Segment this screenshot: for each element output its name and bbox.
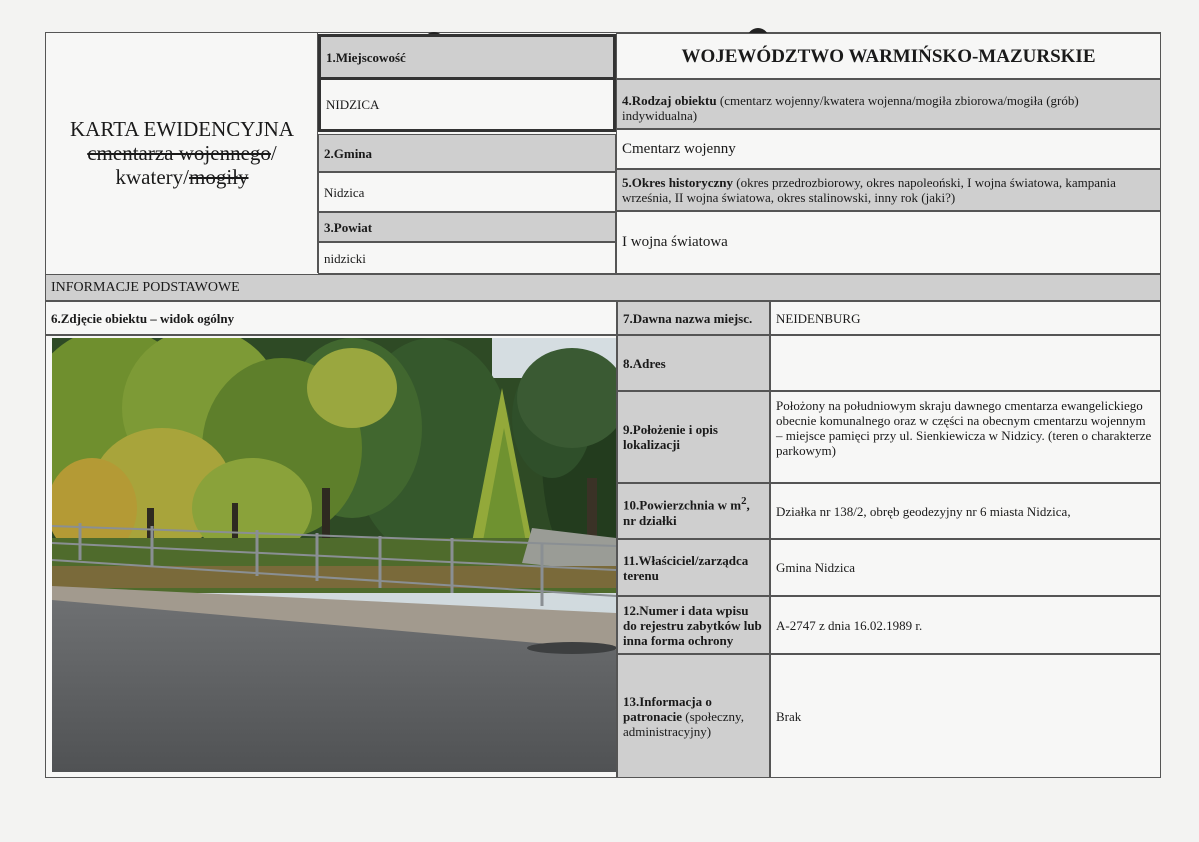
okres-options: (okres przedrozbiorowy, okres napoleoński, I wojna światowa, kampania września, II wojna światowa, okres stalinowski, inny rok (jaki?) bbox=[622, 175, 1116, 205]
dawna-nazwa-label: 7.Dawna nazwa miejsc. bbox=[617, 301, 770, 335]
cemetery-photo-image bbox=[52, 338, 616, 772]
powierzchnia-label-b: , nr działki bbox=[623, 497, 750, 528]
wlasciciel-label: 11.Właściciel/zarządca terenu bbox=[617, 539, 770, 596]
powierzchnia-value: Działka nr 138/2, obręb geodezyjny nr 6 miasta Nidzica, bbox=[770, 483, 1161, 539]
title-slash: / bbox=[270, 141, 277, 165]
title-struck-grave: mogiły bbox=[188, 165, 249, 189]
miejscowosc-label: 1.Miejscowość bbox=[318, 34, 616, 80]
powierzchnia-label-a: 10.Powierzchnia w m bbox=[623, 497, 742, 513]
polozenie-label: 9.Położenie i opis lokalizacji bbox=[617, 391, 770, 483]
rodzaj-label-cell bbox=[616, 79, 1161, 129]
rejestr-value: A-2747 z dnia 16.02.1989 r. bbox=[770, 596, 1161, 654]
gmina-value: Nidzica bbox=[318, 172, 616, 212]
photo-label: 6.Zdjęcie obiektu – widok ogólny bbox=[45, 301, 617, 335]
voivodeship-heading: WOJEWÓDZTWO WARMIŃSKO-MAZURSKIE bbox=[616, 33, 1161, 79]
wlasciciel-value: Gmina Nidzica bbox=[770, 539, 1161, 596]
dawna-nazwa-value: NEIDENBURG bbox=[770, 301, 1161, 335]
title-line-3 bbox=[116, 165, 249, 189]
patronat-label-text bbox=[623, 694, 764, 739]
patronat-label bbox=[617, 654, 770, 778]
gmina-label: 2.Gmina bbox=[318, 134, 616, 172]
cemetery-photo bbox=[52, 338, 616, 772]
rodzaj-label: 4.Rodzaj obiektu bbox=[622, 93, 717, 108]
powiat-label: 3.Powiat bbox=[318, 212, 616, 242]
okres-label: 5.Okres historyczny bbox=[622, 175, 733, 190]
rodzaj-options: (cmentarz wojenny/kwatera wojenna/mogiła zbiorowa/mogiła (grób) indywidualna) bbox=[622, 93, 1079, 123]
powierzchnia-label bbox=[617, 483, 770, 539]
patronat-label-bold: 13.Informacja o patronacie bbox=[623, 693, 712, 724]
card-title bbox=[46, 33, 318, 273]
rejestr-label: 12.Numer i data wpisu do rejestru zabytków lub inna forma ochrony bbox=[617, 596, 770, 654]
powiat-value: nidzicki bbox=[318, 242, 616, 274]
powierzchnia-label-sup: 2 bbox=[741, 495, 747, 508]
patronat-label-rest: (społeczny, administracyjny) bbox=[623, 708, 744, 739]
okres-value: I wojna światowa bbox=[616, 211, 1161, 274]
polozenie-value: Położony na południowym skraju dawnego cmentarza ewangelickiego obecnie komunalnego oraz w części na obecnym cmentarzu wojennym – miejsce pamięci przy ul. Sienkiewicza w Nidzicy. (teren o charakterze parkowym) bbox=[770, 391, 1161, 483]
adres-label: 8.Adres bbox=[617, 335, 770, 391]
rodzaj-value: Cmentarz wojenny bbox=[616, 129, 1161, 169]
miejscowosc-value: NIDZICA bbox=[318, 80, 616, 132]
powierzchnia-label-text bbox=[623, 494, 764, 527]
okres-label-cell bbox=[616, 169, 1161, 211]
title-line-2 bbox=[87, 141, 277, 165]
adres-value bbox=[770, 335, 1161, 391]
patronat-value: Brak bbox=[770, 654, 1161, 778]
title-struck-cemetery: cmentarza wojennego bbox=[87, 141, 271, 165]
title-kwatery: kwatery/ bbox=[115, 165, 189, 189]
info-section-header: INFORMACJE PODSTAWOWE bbox=[45, 274, 1161, 301]
title-line-1: KARTA EWIDENCYJNA bbox=[70, 117, 294, 141]
